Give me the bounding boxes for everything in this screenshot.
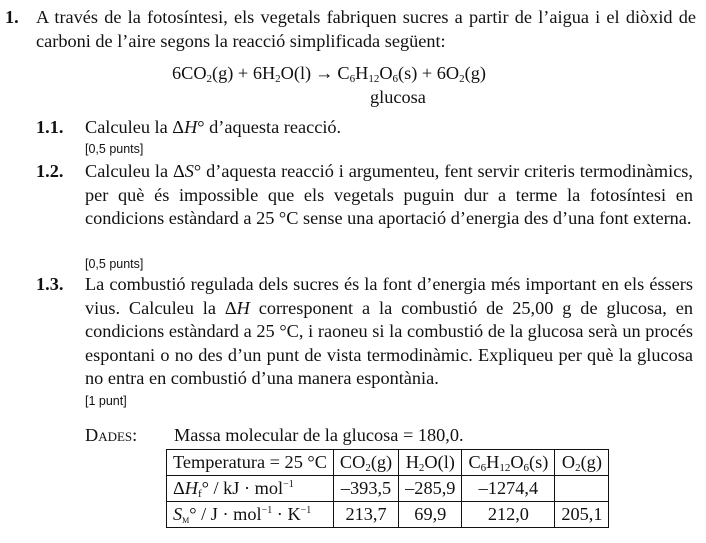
eq-reactant-2: (g) + 6H <box>212 63 276 83</box>
item-text <box>85 160 693 231</box>
label-symbol: H <box>184 478 198 498</box>
chem-text: CO <box>339 452 366 472</box>
table-cell <box>555 476 609 502</box>
item-text-part: corresponent a la combustió de 25,00 g de glucosa, en condicions estàndard a 25 °C, i raoneu si la combustió de la glucosa serà un procés espontani o no des d’un punt de vista termodinàmic. Expliqueu per què la glucosa no entra en combustió d’una manera espontània. <box>85 297 693 389</box>
label-superscript: −1 <box>300 505 312 516</box>
eq-subscript: 6 <box>392 73 399 85</box>
eq-product-1: H <box>355 63 369 83</box>
item-number: 1.3. <box>36 274 64 294</box>
eq-reactant-1: 6CO <box>172 63 207 83</box>
reaction-arrow-icon: → <box>315 63 334 83</box>
table-cell: 212,0 <box>462 502 555 528</box>
item-number: 1.2. <box>36 161 64 181</box>
table-header-cell <box>555 450 609 476</box>
chem-text: O(l) <box>424 452 455 472</box>
eq-subscript: 6 <box>349 73 356 85</box>
chem-text: O <box>561 452 576 472</box>
item-text-part: La combustió regulada dels sucres és la font d’energia més important en els éssers vius. Calculeu la Δ <box>85 274 693 318</box>
chem-text: (g) <box>580 452 602 472</box>
table-row <box>167 476 609 502</box>
chem-subscript: 2 <box>418 462 425 474</box>
label-text: Δ <box>173 478 185 498</box>
reaction-equation <box>172 62 486 86</box>
item-symbol: H <box>236 297 250 318</box>
chem-text: (g) <box>370 452 393 472</box>
eq-subscript: 12 <box>368 73 380 85</box>
item-points: [0,5 punts] <box>85 142 144 156</box>
table-cell: –1274,4 <box>462 476 555 502</box>
chem-subscript: 6 <box>480 462 487 474</box>
table-cell: 69,9 <box>399 502 462 528</box>
label-text: ° / kJ · mol <box>201 478 284 498</box>
label-subscript: f <box>197 488 202 500</box>
label-subscript: m <box>182 514 190 526</box>
table-row-label <box>167 476 334 502</box>
eq-product-1: O <box>379 63 393 83</box>
item-text <box>85 273 693 391</box>
item-points: [1 punt] <box>85 394 127 408</box>
table-row <box>167 502 609 528</box>
chem-subscript: 6 <box>523 462 530 474</box>
eq-state: (g) <box>464 63 486 83</box>
table-cell: –285,9 <box>399 476 462 502</box>
chem-text: O <box>510 452 524 472</box>
label-symbol: S <box>173 504 183 524</box>
table-header-row <box>167 450 609 476</box>
eq-product-2: (s) + 6O <box>398 63 460 83</box>
glucose-label: glucosa <box>370 87 426 107</box>
chem-subscript: 2 <box>575 462 581 474</box>
eq-subscript: 2 <box>459 73 465 85</box>
item-points: [0,5 punts] <box>85 257 144 271</box>
item-text-part: ° d’aquesta reacció i argumenteu, fent servir criteris termodinàmics, per què és impossible que els vegetals puguin dur a terme la fotosíntesi en condicions estàndard a 25 °C sense una aportació d’energia des d’una font externa. <box>85 161 693 229</box>
chem-text: H <box>486 452 500 472</box>
chem-subscript: 2 <box>365 462 371 474</box>
item-number: 1.1. <box>36 117 64 137</box>
data-label: Dades: <box>85 425 138 445</box>
table-cell: –393,5 <box>333 476 398 502</box>
chem-text: (s) <box>529 452 549 472</box>
eq-subscript: 2 <box>275 73 281 85</box>
table-header-cell <box>462 450 555 476</box>
label-superscript: −1 <box>283 479 294 490</box>
item-text-part: ° d’aquesta reacció. <box>197 117 342 137</box>
item-text-part: Calculeu la Δ <box>85 161 185 181</box>
eq-state: O(l) <box>280 63 312 83</box>
table-header-cell: Temperatura = 25 °C <box>167 450 334 476</box>
table-header-cell <box>333 450 398 476</box>
table-row-label <box>167 502 334 528</box>
item-symbol: H <box>184 117 198 137</box>
item-text-part: Calculeu la Δ <box>85 117 185 137</box>
table-cell: 213,7 <box>333 502 398 528</box>
chem-text: C <box>468 452 481 472</box>
molecular-mass: Massa molecular de la glucosa = 180,0. <box>174 425 464 445</box>
label-text: ° / J · mol <box>189 504 262 524</box>
table-cell: 205,1 <box>555 502 609 528</box>
eq-subscript: 2 <box>206 73 213 85</box>
chem-subscript: 12 <box>499 462 511 474</box>
chem-text: H <box>405 452 419 472</box>
label-text: · K <box>272 504 301 524</box>
eq-product-1: C <box>337 63 350 83</box>
table-header-cell <box>399 450 462 476</box>
item-text <box>85 116 693 140</box>
item-symbol: S <box>184 161 194 181</box>
question-intro: A través de la fotosíntesi, els vegetals fabriquen sucres a partir de l’aigua i el diòxid de carboni de l’aire segons la reacció simplificada següent: <box>36 7 696 51</box>
thermo-data-table <box>166 449 609 528</box>
label-superscript: −1 <box>261 505 273 516</box>
question-number: 1. <box>5 7 19 27</box>
